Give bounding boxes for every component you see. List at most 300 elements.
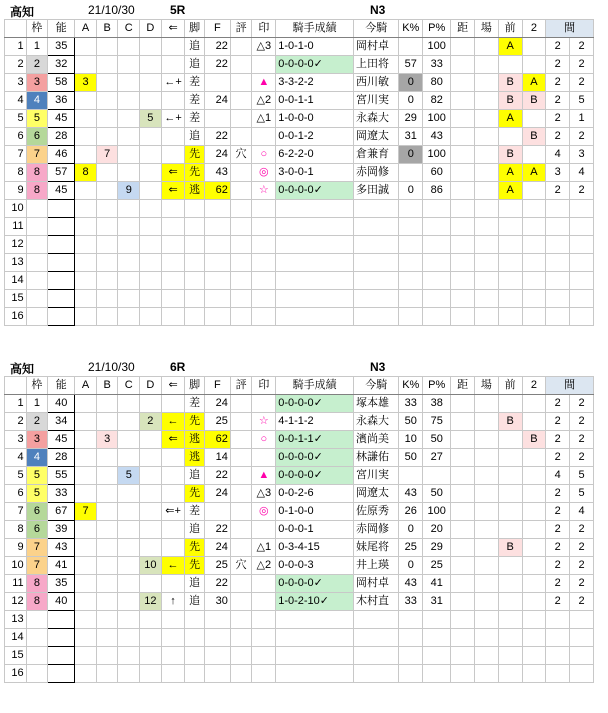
cell-hyo: [230, 413, 252, 431]
table-row: [5, 236, 594, 254]
cell-kyaku: 先: [185, 164, 204, 182]
cell-nou: [48, 629, 75, 647]
column-header: ⇐: [161, 20, 185, 38]
cell-d: 12: [140, 593, 162, 611]
cell-waku: 4: [26, 449, 48, 467]
column-header: 能: [48, 377, 75, 395]
cell-d: [140, 128, 162, 146]
cell-ma2: 2: [570, 182, 594, 200]
cell-arrow: ⇐+: [161, 503, 185, 521]
cell-ni: [522, 218, 546, 236]
cell-d: [140, 38, 162, 56]
cell-nou: [48, 665, 75, 683]
cell-ba: [475, 449, 499, 467]
cell-d: [140, 395, 162, 413]
cell-c: [118, 74, 140, 92]
cell-no: 10: [5, 557, 27, 575]
cell-ma1: [546, 647, 570, 665]
cell-hyo: [230, 38, 252, 56]
cell-b: [96, 164, 118, 182]
cell-ni: [522, 38, 546, 56]
cell-mae: [498, 254, 522, 272]
cell-ba: [475, 254, 499, 272]
table-row: [5, 200, 594, 218]
cell-arrow: [161, 290, 185, 308]
cell-b: [96, 56, 118, 74]
cell-c: [118, 503, 140, 521]
cell-no: 13: [5, 254, 27, 272]
table-row: [5, 308, 594, 326]
cell-ni: [522, 521, 546, 539]
cell-c: [118, 395, 140, 413]
cell-mae: B: [498, 92, 522, 110]
cell-p: 82: [423, 92, 451, 110]
table-row: [5, 629, 594, 647]
cell-d: [140, 182, 162, 200]
cell-nou: 33: [48, 485, 75, 503]
cell-hyo: 穴: [230, 146, 252, 164]
cell-f: 22: [204, 128, 230, 146]
table-row: [5, 665, 594, 683]
cell-ma2: 1: [570, 110, 594, 128]
table-row: [5, 647, 594, 665]
cell-a: [75, 110, 97, 128]
cell-kyo: [451, 308, 475, 326]
cell-c: [118, 272, 140, 290]
column-header: B: [96, 377, 118, 395]
cell-c: [118, 290, 140, 308]
cell-k: [399, 290, 423, 308]
cell-shirushi: [252, 647, 276, 665]
cell-waku: [26, 200, 48, 218]
cell-kyo: [451, 182, 475, 200]
cell-arrow: [161, 521, 185, 539]
cell-kyaku: [185, 665, 204, 683]
cell-a: [75, 629, 97, 647]
cell-no: 4: [5, 92, 27, 110]
cell-a: [75, 431, 97, 449]
cell-ba: [475, 413, 499, 431]
cell-arrow: [161, 665, 185, 683]
cell-waku: 3: [26, 74, 48, 92]
cell-seiseki: [276, 254, 354, 272]
column-header: F: [204, 377, 230, 395]
cell-seiseki: 0-0-0-0✓: [276, 449, 354, 467]
cell-shirushi: [252, 254, 276, 272]
cell-kishu: 多田誠: [354, 182, 399, 200]
cell-ba: [475, 575, 499, 593]
cell-ma1: 2: [546, 182, 570, 200]
table-row: [5, 485, 594, 503]
cell-seiseki: [276, 629, 354, 647]
cell-mae: [498, 647, 522, 665]
cell-p: [423, 200, 451, 218]
cell-no: 6: [5, 485, 27, 503]
cell-mae: [498, 236, 522, 254]
cell-p: 100: [423, 38, 451, 56]
cell-ma2: 2: [570, 539, 594, 557]
cell-hyo: [230, 218, 252, 236]
cell-mae: B: [498, 539, 522, 557]
cell-kishu: [354, 665, 399, 683]
cell-nou: [48, 254, 75, 272]
cell-mae: [498, 629, 522, 647]
cell-hyo: [230, 236, 252, 254]
cell-ba: [475, 557, 499, 575]
column-header: 今騎: [354, 377, 399, 395]
cell-ni: A: [522, 164, 546, 182]
cell-ma2: [570, 200, 594, 218]
cell-nou: 34: [48, 413, 75, 431]
cell-ni: A: [522, 74, 546, 92]
cell-c: [118, 200, 140, 218]
cell-ma2: 2: [570, 449, 594, 467]
cell-nou: [48, 218, 75, 236]
table-row: [5, 146, 594, 164]
cell-waku: 8: [26, 575, 48, 593]
cell-kyaku: 追: [185, 38, 204, 56]
cell-hyo: [230, 539, 252, 557]
cell-ba: [475, 38, 499, 56]
cell-hyo: [230, 395, 252, 413]
cell-k: 43: [399, 575, 423, 593]
cell-ma1: 2: [546, 395, 570, 413]
cell-waku: [26, 647, 48, 665]
cell-shirushi: ○: [252, 146, 276, 164]
cell-d: [140, 431, 162, 449]
cell-ma1: 3: [546, 164, 570, 182]
cell-kishu: 妹尾将: [354, 539, 399, 557]
cell-kyo: [451, 395, 475, 413]
cell-hyo: [230, 593, 252, 611]
column-header: A: [75, 377, 97, 395]
column-header: 距: [451, 377, 475, 395]
cell-d: [140, 575, 162, 593]
cell-b: [96, 665, 118, 683]
cell-d: [140, 272, 162, 290]
cell-ma2: 2: [570, 74, 594, 92]
cell-a: [75, 665, 97, 683]
cell-kyaku: [185, 254, 204, 272]
cell-p: [423, 254, 451, 272]
cell-arrow: [161, 128, 185, 146]
cell-mae: [498, 593, 522, 611]
cell-a: [75, 146, 97, 164]
cell-a: [75, 182, 97, 200]
cell-seiseki: [276, 272, 354, 290]
cell-d: [140, 290, 162, 308]
cell-p: [423, 218, 451, 236]
column-header: 場: [475, 20, 499, 38]
cell-seiseki: 0-0-2-6: [276, 485, 354, 503]
cell-kyaku: 逃: [185, 449, 204, 467]
table-row: [5, 38, 594, 56]
cell-ba: [475, 431, 499, 449]
cell-b: [96, 218, 118, 236]
cell-kyo: [451, 110, 475, 128]
cell-kishu: [354, 308, 399, 326]
table-row: [5, 395, 594, 413]
table-row: [5, 431, 594, 449]
cell-ma2: [570, 218, 594, 236]
cell-nou: 40: [48, 593, 75, 611]
cell-seiseki: 0-0-0-0✓: [276, 467, 354, 485]
cell-nou: 55: [48, 467, 75, 485]
cell-hyo: [230, 431, 252, 449]
cell-k: [399, 38, 423, 56]
cell-mae: [498, 128, 522, 146]
cell-b: [96, 413, 118, 431]
cell-mae: [498, 218, 522, 236]
cell-waku: 4: [26, 92, 48, 110]
cell-d: [140, 200, 162, 218]
cell-ma2: [570, 272, 594, 290]
cell-no: 7: [5, 146, 27, 164]
cell-b: [96, 557, 118, 575]
race-sheet-5r: [4, 2, 604, 326]
cell-a: [75, 467, 97, 485]
cell-no: 11: [5, 218, 27, 236]
entries-table: [4, 376, 594, 683]
cell-a: [75, 521, 97, 539]
cell-waku: 2: [26, 413, 48, 431]
header-class: N3: [370, 360, 386, 374]
cell-nou: 36: [48, 92, 75, 110]
cell-p: 20: [423, 521, 451, 539]
cell-d: [140, 485, 162, 503]
cell-seiseki: [276, 290, 354, 308]
cell-nou: 46: [48, 146, 75, 164]
cell-seiseki: 1-0-2-10✓: [276, 593, 354, 611]
cell-arrow: ⇐: [161, 431, 185, 449]
cell-kishu: [354, 200, 399, 218]
cell-p: 27: [423, 449, 451, 467]
cell-k: [399, 254, 423, 272]
table-row: [5, 467, 594, 485]
cell-p: [423, 467, 451, 485]
cell-c: 9: [118, 182, 140, 200]
cell-b: 7: [96, 146, 118, 164]
cell-hyo: [230, 272, 252, 290]
header-race: 5R: [170, 3, 186, 17]
cell-kishu: 岡遼太: [354, 128, 399, 146]
cell-k: 31: [399, 128, 423, 146]
column-header: C: [118, 20, 140, 38]
cell-ma2: 4: [570, 164, 594, 182]
cell-no: 1: [5, 38, 27, 56]
cell-kishu: [354, 290, 399, 308]
cell-k: [399, 272, 423, 290]
cell-nou: [48, 611, 75, 629]
header-race: 6R: [170, 360, 186, 374]
cell-arrow: [161, 272, 185, 290]
cell-no: 16: [5, 665, 27, 683]
cell-waku: 7: [26, 557, 48, 575]
cell-c: [118, 308, 140, 326]
cell-arrow: ←+: [161, 110, 185, 128]
cell-kyo: [451, 164, 475, 182]
cell-arrow: ←: [161, 557, 185, 575]
cell-mae: [498, 431, 522, 449]
cell-mae: B: [498, 413, 522, 431]
table-row: [5, 557, 594, 575]
cell-p: 100: [423, 110, 451, 128]
cell-waku: 8: [26, 593, 48, 611]
cell-d: [140, 467, 162, 485]
cell-p: [423, 629, 451, 647]
cell-shirushi: [252, 611, 276, 629]
cell-p: 25: [423, 557, 451, 575]
cell-ma1: 2: [546, 521, 570, 539]
cell-d: [140, 647, 162, 665]
cell-c: [118, 146, 140, 164]
cell-d: [140, 146, 162, 164]
cell-kyaku: 差: [185, 74, 204, 92]
cell-kyo: [451, 431, 475, 449]
cell-kyaku: 追: [185, 521, 204, 539]
cell-hyo: [230, 164, 252, 182]
cell-ba: [475, 272, 499, 290]
cell-f: [204, 665, 230, 683]
cell-kyaku: 差: [185, 503, 204, 521]
cell-a: 7: [75, 503, 97, 521]
cell-hyo: [230, 575, 252, 593]
cell-mae: [498, 485, 522, 503]
cell-k: 25: [399, 539, 423, 557]
cell-shirushi: [252, 200, 276, 218]
table-row: [5, 503, 594, 521]
cell-c: 5: [118, 467, 140, 485]
cell-ba: [475, 395, 499, 413]
cell-seiseki: 0-0-1-1: [276, 92, 354, 110]
column-header: 脚: [185, 377, 204, 395]
cell-seiseki: [276, 308, 354, 326]
cell-ma2: 3: [570, 146, 594, 164]
cell-kyo: [451, 413, 475, 431]
cell-no: 6: [5, 128, 27, 146]
cell-waku: 2: [26, 56, 48, 74]
cell-kishu: 上田将: [354, 56, 399, 74]
cell-k: 0: [399, 182, 423, 200]
cell-kyo: [451, 236, 475, 254]
column-header: 2: [522, 377, 546, 395]
cell-arrow: ←: [161, 413, 185, 431]
cell-arrow: [161, 236, 185, 254]
cell-no: 9: [5, 182, 27, 200]
cell-ba: [475, 74, 499, 92]
cell-kishu: 赤岡修: [354, 521, 399, 539]
cell-mae: [498, 272, 522, 290]
cell-ni: [522, 611, 546, 629]
cell-shirushi: ☆: [252, 182, 276, 200]
cell-b: [96, 395, 118, 413]
cell-ma1: [546, 629, 570, 647]
cell-no: 7: [5, 503, 27, 521]
cell-no: 11: [5, 575, 27, 593]
cell-a: [75, 539, 97, 557]
cell-kishu: 永森大: [354, 413, 399, 431]
cell-k: 50: [399, 413, 423, 431]
table-row: [5, 74, 594, 92]
column-header: 間: [546, 20, 594, 38]
cell-shirushi: [252, 128, 276, 146]
cell-ma2: 2: [570, 431, 594, 449]
cell-ma2: 2: [570, 557, 594, 575]
cell-nou: 43: [48, 539, 75, 557]
table-row: [5, 413, 594, 431]
cell-ba: [475, 485, 499, 503]
cell-d: [140, 74, 162, 92]
cell-arrow: [161, 575, 185, 593]
cell-ma2: 5: [570, 485, 594, 503]
cell-ni: [522, 629, 546, 647]
cell-p: 75: [423, 413, 451, 431]
cell-a: [75, 290, 97, 308]
cell-nou: 32: [48, 56, 75, 74]
cell-kishu: 塚本雄: [354, 395, 399, 413]
cell-arrow: [161, 395, 185, 413]
cell-ba: [475, 593, 499, 611]
entries-table: [4, 19, 594, 326]
cell-kyaku: [185, 218, 204, 236]
cell-p: 100: [423, 146, 451, 164]
cell-ba: [475, 110, 499, 128]
cell-p: 41: [423, 575, 451, 593]
cell-ma1: 4: [546, 467, 570, 485]
column-header: ⇐: [161, 377, 185, 395]
cell-ma1: 2: [546, 539, 570, 557]
cell-ba: [475, 665, 499, 683]
cell-d: 5: [140, 110, 162, 128]
table-row: [5, 182, 594, 200]
cell-ni: B: [522, 92, 546, 110]
cell-waku: 1: [26, 38, 48, 56]
cell-k: [399, 308, 423, 326]
cell-arrow: [161, 467, 185, 485]
cell-k: 33: [399, 593, 423, 611]
cell-kishu: [354, 611, 399, 629]
table-row: [5, 593, 594, 611]
header-place: 高知: [10, 5, 35, 19]
cell-p: 31: [423, 593, 451, 611]
cell-kyo: [451, 593, 475, 611]
cell-seiseki: 0-0-0-0✓: [276, 575, 354, 593]
cell-kishu: 宮川実: [354, 92, 399, 110]
column-header: D: [140, 377, 162, 395]
cell-kishu: 西川敏: [354, 74, 399, 92]
cell-kishu: 濱尚美: [354, 431, 399, 449]
cell-ba: [475, 164, 499, 182]
cell-arrow: [161, 200, 185, 218]
cell-arrow: ↑: [161, 593, 185, 611]
cell-ma2: [570, 290, 594, 308]
cell-c: [118, 611, 140, 629]
cell-ma2: 2: [570, 575, 594, 593]
cell-ma2: [570, 254, 594, 272]
cell-a: [75, 611, 97, 629]
cell-k: 33: [399, 395, 423, 413]
cell-c: [118, 575, 140, 593]
cell-a: [75, 647, 97, 665]
cell-seiseki: [276, 218, 354, 236]
cell-arrow: ⇐: [161, 182, 185, 200]
cell-no: 15: [5, 290, 27, 308]
cell-waku: 5: [26, 110, 48, 128]
cell-b: [96, 611, 118, 629]
cell-kishu: [354, 236, 399, 254]
cell-kyaku: 先: [185, 539, 204, 557]
cell-mae: [498, 521, 522, 539]
